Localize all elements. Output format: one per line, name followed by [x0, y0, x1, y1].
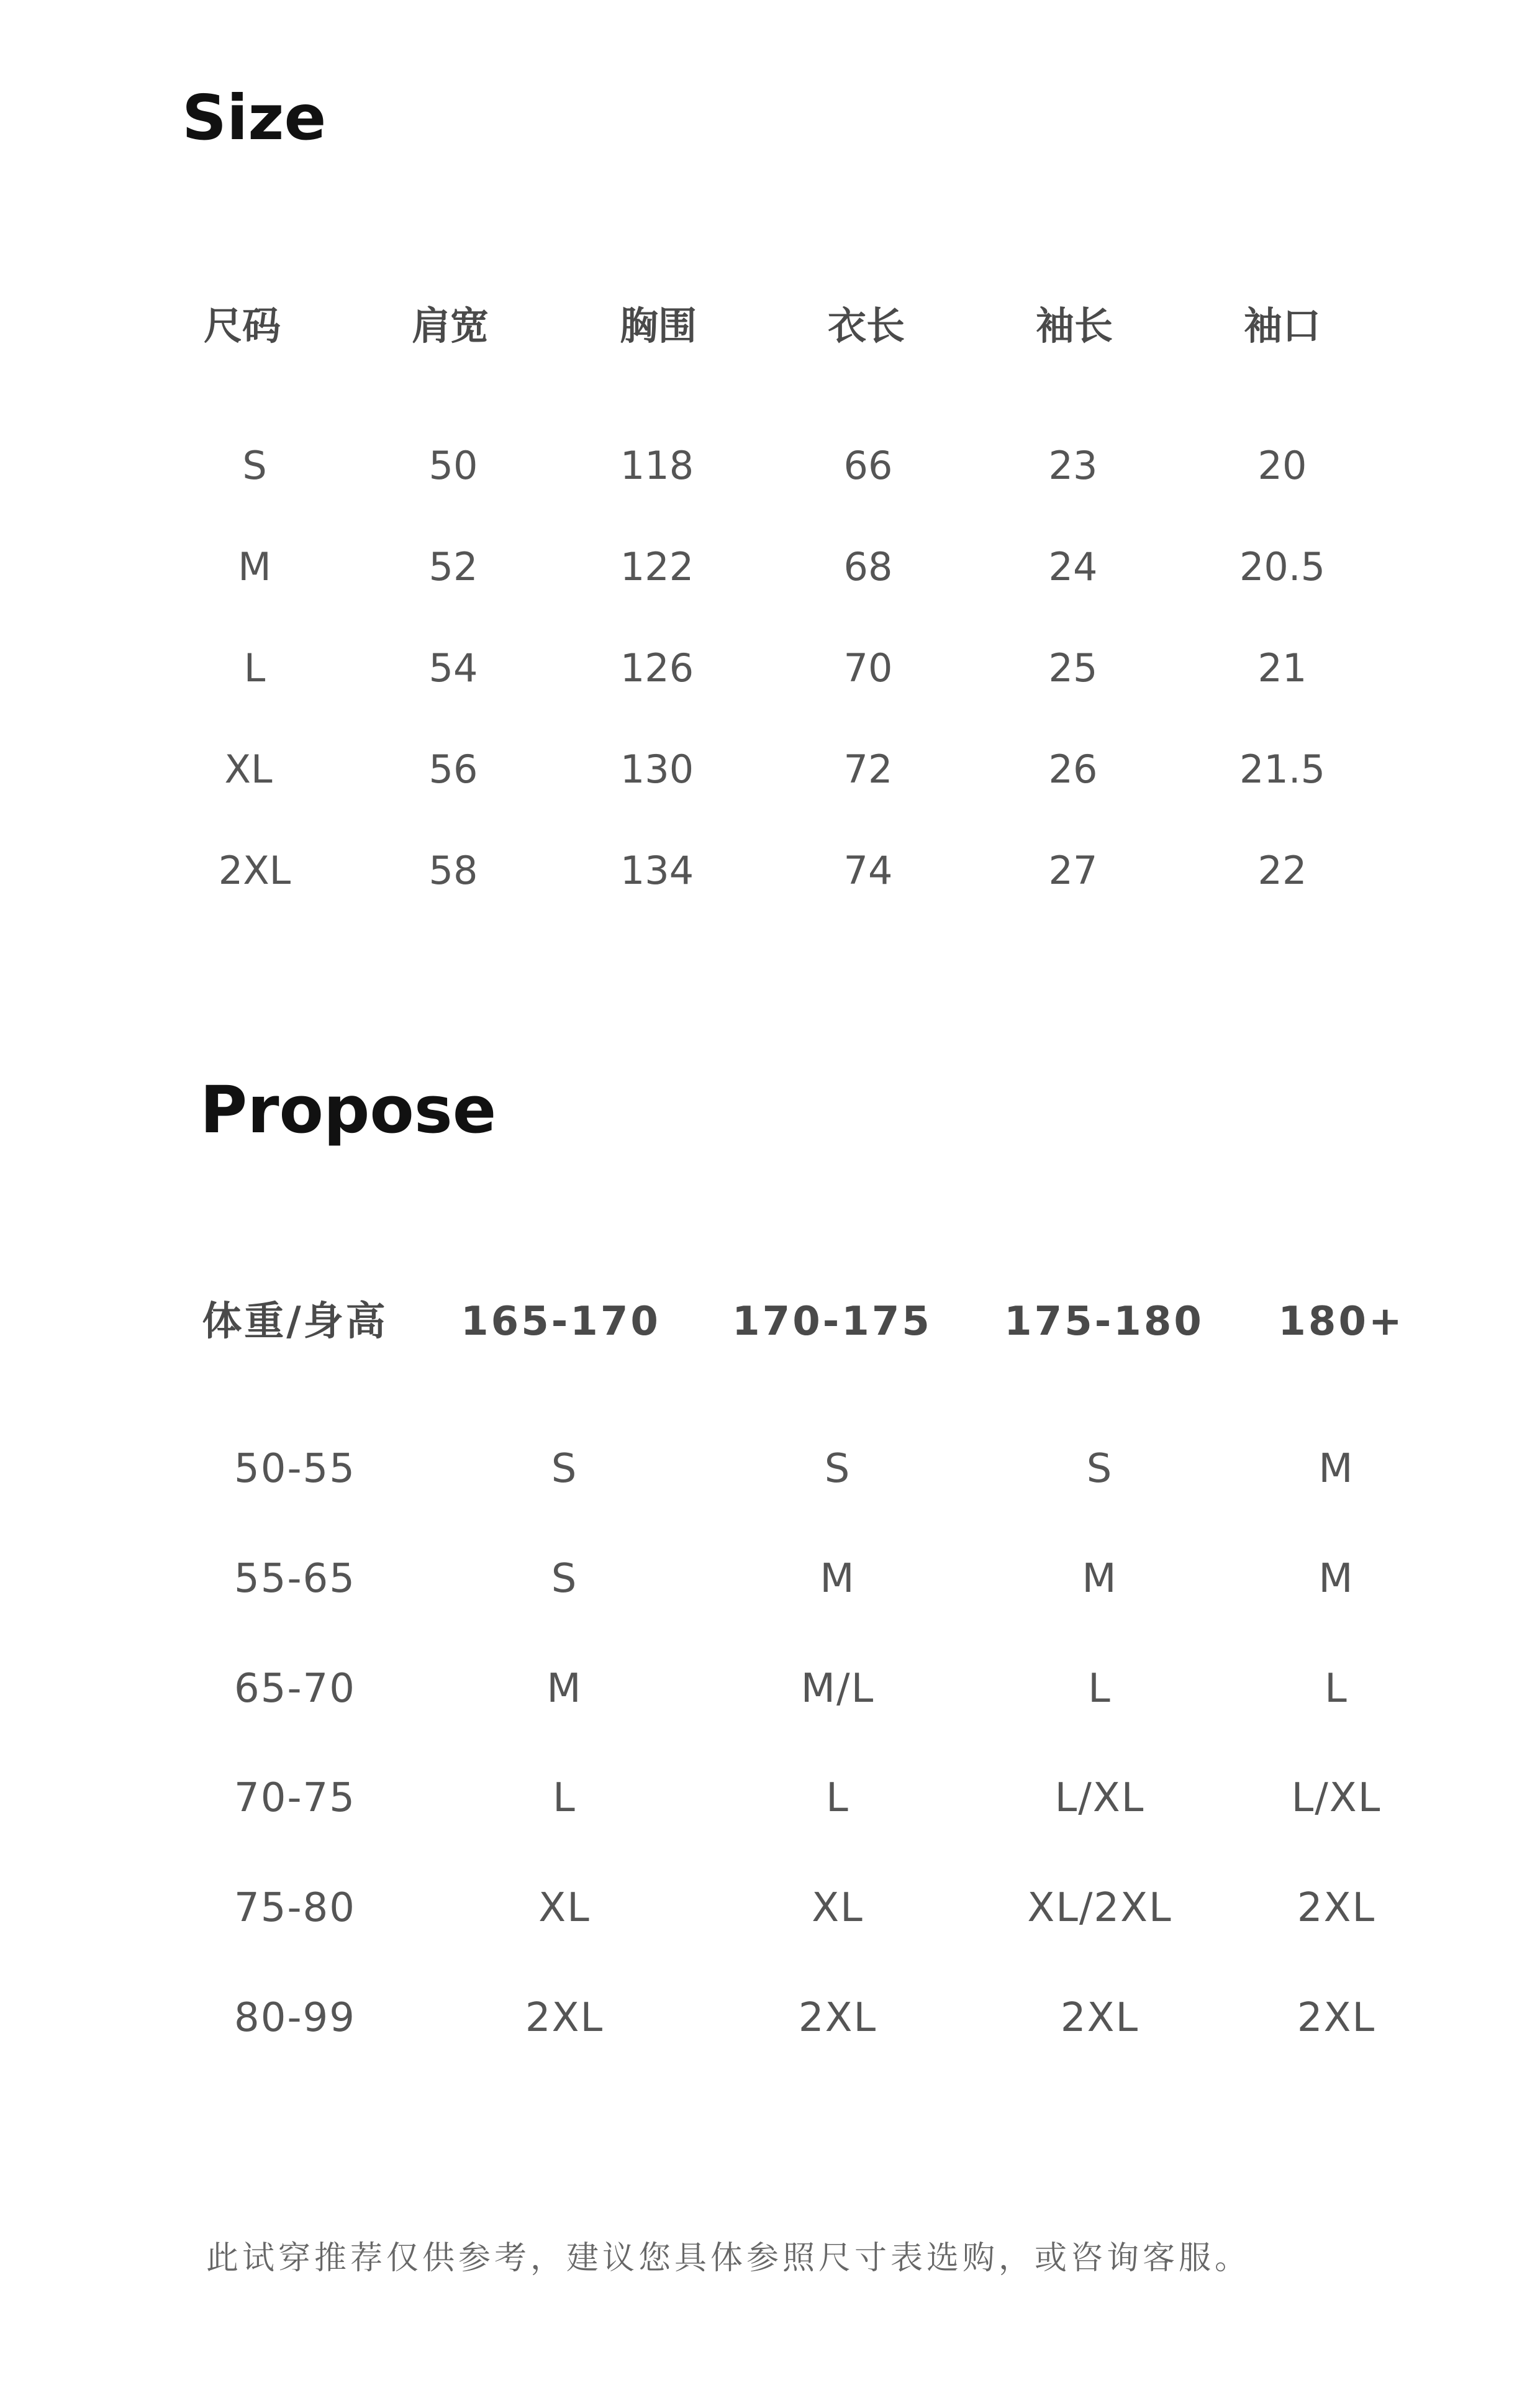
size-cell: 50: [428, 443, 478, 488]
propose-cell: 55-65: [234, 1556, 356, 1602]
size-cell: 23: [1048, 443, 1098, 488]
propose-cell: XL/2XL: [1027, 1885, 1172, 1931]
size-cell: 52: [428, 544, 478, 589]
size-cell: 20.5: [1239, 544, 1326, 589]
propose-cell: M: [820, 1556, 856, 1602]
size-cell: XL: [224, 747, 273, 792]
propose-header-cell: 170-175: [732, 1299, 932, 1345]
propose-header-cell: 165-170: [461, 1299, 661, 1345]
propose-cell: L/XL: [1291, 1775, 1382, 1821]
size-cell: 122: [620, 544, 694, 589]
propose-cell: 80-99: [234, 1995, 356, 2041]
size-cell: 66: [843, 443, 893, 488]
size-cell: 74: [843, 848, 893, 893]
size-cell: S: [242, 443, 267, 488]
propose-cell: XL: [538, 1885, 591, 1931]
propose-cell: 2XL: [1060, 1995, 1139, 2041]
propose-cell: L/XL: [1054, 1775, 1145, 1821]
size-cell: 134: [620, 848, 694, 893]
size-cell: 58: [428, 848, 478, 893]
propose-cell: XL: [812, 1885, 864, 1931]
size-cell: 70: [843, 645, 893, 691]
propose-cell: M/L: [800, 1666, 875, 1712]
propose-cell: L: [1088, 1666, 1112, 1712]
size-cell: 21: [1257, 645, 1307, 691]
propose-cell: 70-75: [234, 1775, 356, 1821]
size-cell: 20: [1257, 443, 1307, 488]
propose-cell: 75-80: [234, 1885, 356, 1931]
size-cell: L: [243, 645, 266, 691]
size-header-cell: 袖口: [1243, 303, 1321, 348]
size-cell: M: [238, 544, 271, 589]
size-header-cell: 袖长: [1035, 303, 1113, 348]
size-cell: 21.5: [1239, 747, 1326, 792]
propose-cell: S: [551, 1446, 578, 1492]
propose-cell: S: [1086, 1446, 1113, 1492]
propose-cell: M: [1318, 1446, 1354, 1492]
propose-section-title: Propose: [200, 1072, 497, 1148]
size-cell: 2XL: [218, 848, 291, 893]
propose-cell: M: [546, 1666, 582, 1712]
propose-cell: M: [1318, 1556, 1354, 1602]
size-cell: 22: [1257, 848, 1307, 893]
size-cell: 68: [843, 544, 893, 589]
size-cell: 24: [1048, 544, 1098, 589]
size-cell: 118: [620, 443, 694, 488]
propose-cell: 2XL: [1297, 1995, 1376, 2041]
propose-cell: L: [826, 1775, 849, 1821]
size-cell: 72: [843, 747, 893, 792]
propose-cell: S: [824, 1446, 851, 1492]
propose-cell: 2XL: [525, 1995, 604, 2041]
size-header-cell: 衣长: [827, 303, 905, 348]
propose-cell: L: [1325, 1666, 1348, 1712]
size-header-cell: 肩宽: [411, 303, 489, 348]
size-section-title: Size: [182, 81, 327, 154]
propose-cell: 50-55: [234, 1446, 356, 1492]
size-cell: 130: [620, 747, 694, 792]
propose-cell: L: [553, 1775, 576, 1821]
size-cell: 25: [1048, 645, 1098, 691]
propose-cell: 65-70: [234, 1666, 356, 1712]
size-cell: 56: [428, 747, 478, 792]
footnote: 此试穿推荐仅供参考，建议您具体参照尺寸表选购，或咨询客服。: [206, 2240, 1251, 2277]
propose-header-cell: 体重/身高: [202, 1299, 388, 1345]
size-header-cell: 尺码: [203, 303, 281, 348]
size-header-cell: 胸围: [619, 303, 697, 348]
size-cell: 27: [1048, 848, 1098, 893]
propose-header-cell: 180+: [1278, 1299, 1405, 1345]
size-cell: 26: [1048, 747, 1098, 792]
propose-cell: S: [551, 1556, 578, 1602]
size-cell: 54: [428, 645, 478, 691]
propose-cell: 2XL: [798, 1995, 877, 2041]
propose-cell: 2XL: [1297, 1885, 1376, 1931]
propose-cell: M: [1082, 1556, 1118, 1602]
size-cell: 126: [620, 645, 694, 691]
propose-header-cell: 175-180: [1004, 1299, 1204, 1345]
